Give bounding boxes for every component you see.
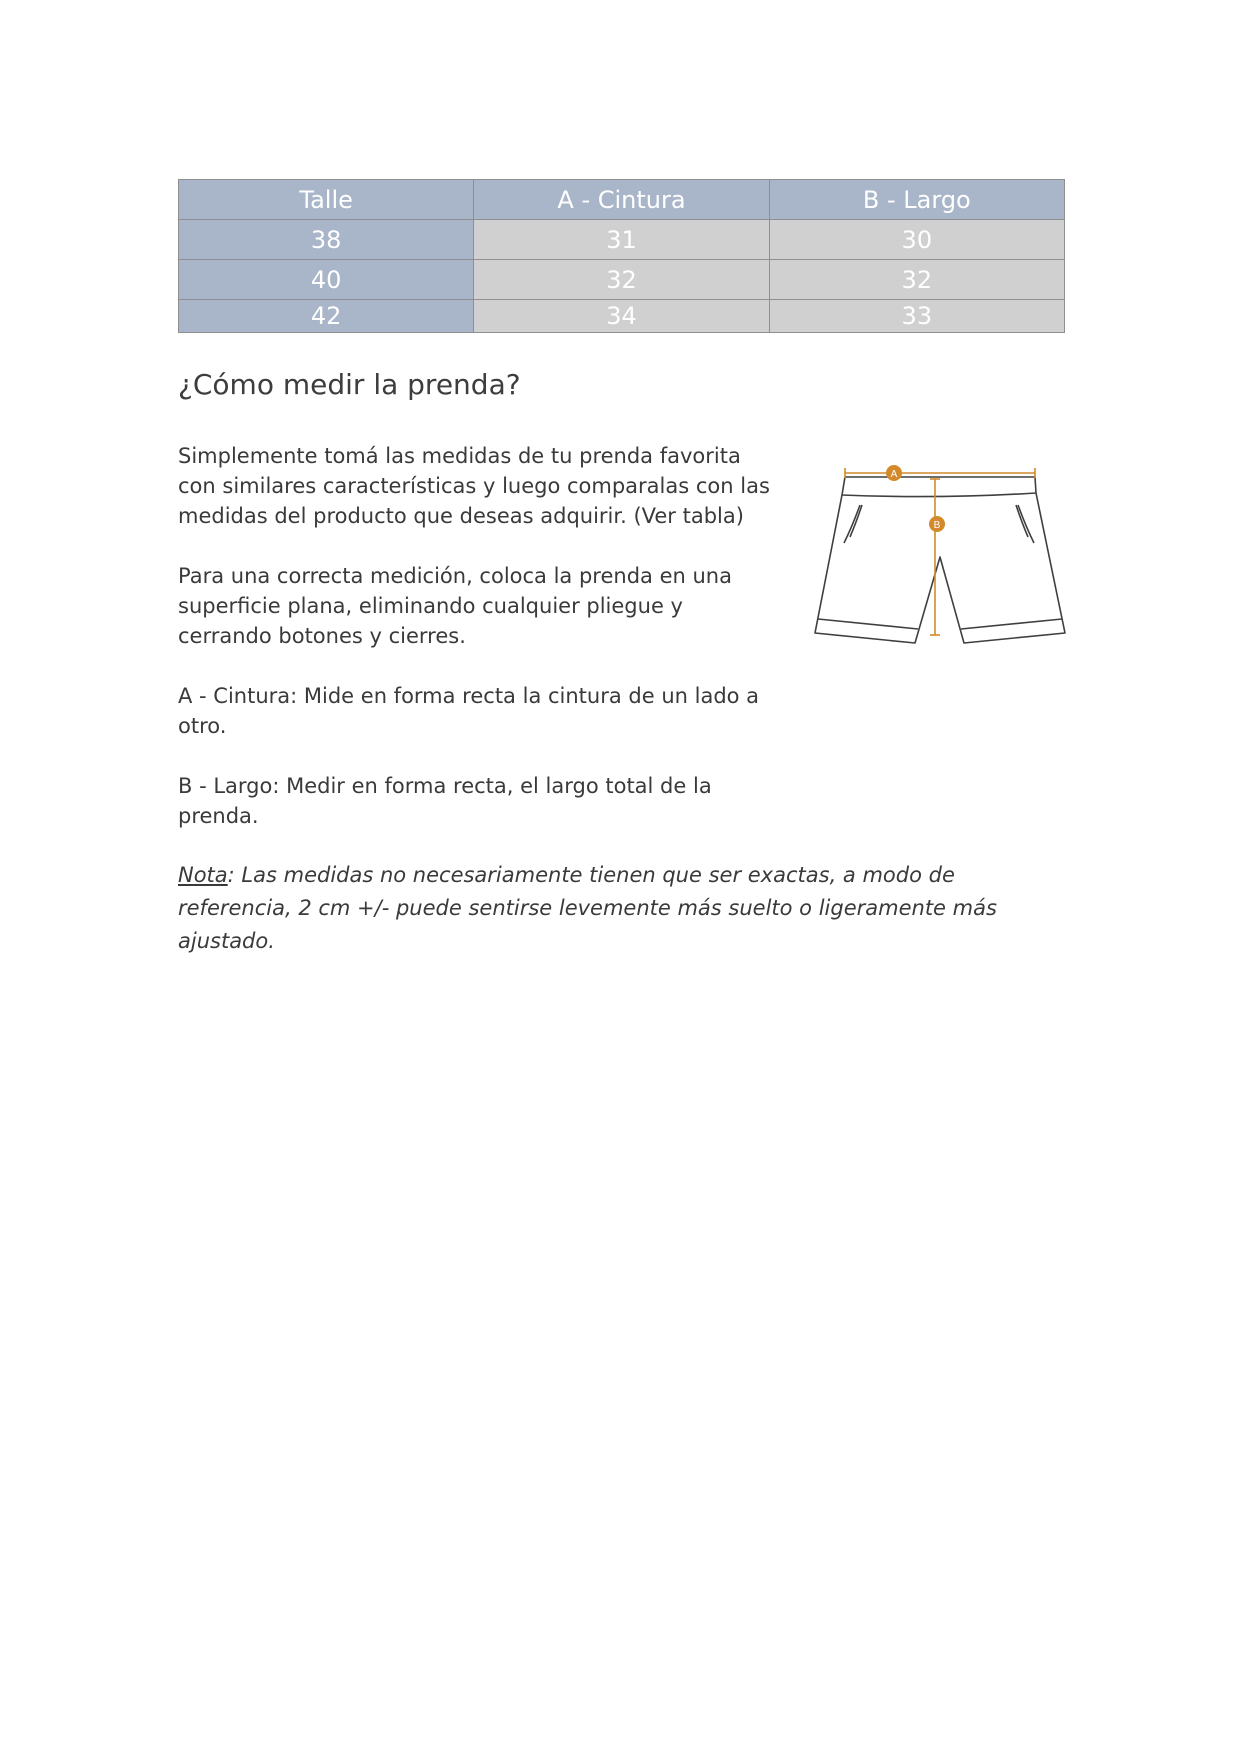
instructions-paragraph: Simplemente tomá las medidas de tu prenda favorita con similares características y luego comparalas con las medidas del producto que deseas adquirir. (Ver tabla) <box>178 444 770 528</box>
cell-largo: 30 <box>769 220 1064 260</box>
shorts-outline <box>815 477 1065 643</box>
section-title: ¿Cómo medir la prenda? <box>178 368 521 401</box>
cell-largo: 33 <box>769 300 1064 333</box>
note-text: : Las medidas no necesariamente tienen que ser exactas, a modo de referencia, 2 cm +/- puede sentirse levemente más suelto o ligeramente más ajustado. <box>178 863 997 953</box>
table-row <box>179 300 1065 333</box>
length-measure-line <box>930 479 940 635</box>
header-talle: Talle <box>179 180 474 220</box>
shorts-diagram <box>810 465 1072 665</box>
cell-cintura: 34 <box>474 300 769 333</box>
cell-talle: 38 <box>179 220 474 260</box>
marker-a-label: A <box>890 469 898 480</box>
cell-cintura: 31 <box>474 220 769 260</box>
flat-surface-paragraph: Para una correcta medición, coloca la prenda en una superficie plana, eliminando cualquier pliegue y cerrando botones y cierres. <box>178 564 732 648</box>
header-cintura: A - Cintura <box>474 180 769 220</box>
cell-cintura: 32 <box>474 260 769 300</box>
note-label: Nota <box>178 863 228 887</box>
cell-largo: 32 <box>769 260 1064 300</box>
size-table <box>178 179 1065 333</box>
table-row <box>179 220 1065 260</box>
waist-description: A - Cintura: Mide en forma recta la cintura de un lado a otro. <box>178 684 760 738</box>
cell-talle: 42 <box>179 300 474 333</box>
table-row <box>179 260 1065 300</box>
note-paragraph <box>178 859 1058 958</box>
length-description: B - Largo: Medir en forma recta, el largo total de la prenda. <box>178 774 712 828</box>
cell-talle: 40 <box>179 260 474 300</box>
marker-b-label: B <box>933 520 941 531</box>
size-table-header-row <box>179 180 1065 220</box>
header-largo: B - Largo <box>769 180 1064 220</box>
